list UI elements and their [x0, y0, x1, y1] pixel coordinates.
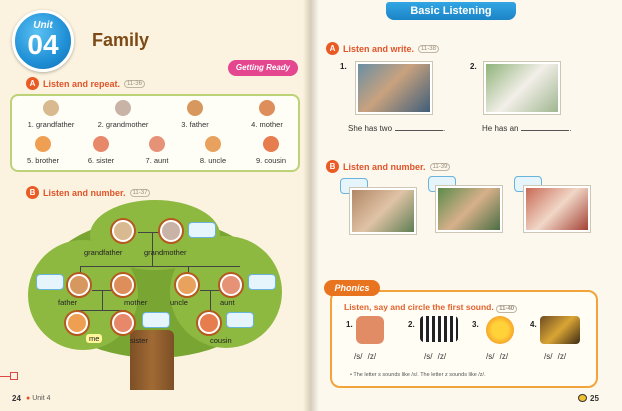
phonics-note: • The letter s sounds like /s/. The letter z sounds like /z/.	[350, 372, 486, 378]
answer-box-grandmother[interactable]	[188, 222, 216, 238]
grandfather-node	[110, 218, 136, 244]
answer-box-aunt[interactable]	[248, 274, 276, 290]
label-aunt: aunt	[220, 298, 235, 307]
phonics-num-1: 1.	[346, 320, 353, 329]
section-a-title: Listen and repeat.	[43, 78, 121, 89]
grandfather-face-icon	[43, 100, 59, 116]
tree-connector	[80, 266, 240, 267]
audio-track-icon[interactable]: 11-37	[130, 189, 151, 197]
cousin-face-icon	[263, 136, 279, 152]
right-page-number: 25	[590, 394, 599, 403]
word-label: 1. grandfather	[27, 120, 75, 129]
answer-box-sister[interactable]	[142, 312, 170, 328]
grandmother-face-icon	[115, 100, 131, 116]
sentence-1: She has two .	[348, 124, 446, 133]
grandmother-node	[158, 218, 184, 244]
book-gutter	[303, 0, 319, 411]
word-label: 7. aunt	[145, 156, 169, 165]
aunt-face-icon	[149, 136, 165, 152]
father-node	[66, 272, 92, 298]
sentence-text: She has two	[348, 124, 393, 133]
word-label: 3. father	[181, 120, 209, 129]
crop-mark-box	[10, 372, 18, 380]
mother-face-icon	[259, 100, 275, 116]
zoo-animal-icon	[540, 316, 580, 344]
answer-box-father[interactable]	[36, 274, 64, 290]
sentence-2: He has an .	[482, 124, 572, 133]
unit-title: Family	[92, 30, 150, 50]
word-item	[22, 100, 80, 129]
phonics-image-sister	[356, 316, 384, 344]
phonics-sounds-2[interactable]: /s/ /z/	[424, 352, 447, 361]
word-item	[242, 136, 300, 165]
section-a-letter: A	[326, 42, 339, 55]
unit-footer-label: Unit 4	[32, 395, 51, 402]
phonics-title-text: Listen, say and circle the first sound.	[344, 302, 494, 312]
word-label: 6. sister	[87, 156, 115, 165]
section-b-title: Listen and number.	[43, 187, 126, 198]
section-a-title: Listen and write.	[343, 43, 415, 54]
label-uncle: uncle	[170, 298, 188, 307]
word-label: 2. grandmother	[97, 120, 149, 129]
phonics-sounds-1[interactable]: /s/ /z/	[354, 352, 377, 361]
photo-girls-with-guitar	[524, 186, 590, 232]
tree-connector	[102, 290, 103, 310]
label-cousin: cousin	[210, 336, 232, 345]
mother-node	[110, 272, 136, 298]
phonics-sounds-4[interactable]: /s/ /z/	[544, 352, 567, 361]
audio-track-icon[interactable]: 11-40	[496, 305, 517, 313]
sentence-text: He has an	[482, 124, 519, 133]
photo-boy-with-sisters	[356, 62, 432, 114]
label-grandmother: grandmother	[144, 248, 187, 257]
word-label: 8. uncle	[199, 156, 227, 165]
label-me: me	[86, 334, 102, 343]
section-b-title: Listen and number.	[343, 161, 426, 172]
word-item	[184, 136, 242, 165]
crop-mark	[0, 376, 10, 377]
section-b-letter: B	[26, 186, 39, 199]
label-sister: sister	[130, 336, 148, 345]
sister-node	[110, 310, 136, 336]
section-b-letter: B	[326, 160, 339, 173]
right-section-b-heading	[326, 160, 450, 173]
word-item	[166, 100, 224, 129]
phonics-tab: Phonics	[324, 280, 380, 296]
phonics-title	[344, 302, 517, 312]
cousin-node	[196, 310, 222, 336]
zebra-icon	[420, 316, 458, 342]
word-item	[72, 136, 130, 165]
item-number: 1.	[340, 62, 347, 71]
right-section-a-heading	[326, 42, 439, 55]
section-b-heading	[26, 186, 150, 199]
photo-boy-and-girl	[436, 186, 502, 232]
uncle-face-icon	[205, 136, 221, 152]
word-item	[128, 136, 186, 165]
left-page-number: 24	[12, 394, 21, 403]
family-tree	[20, 200, 290, 390]
audio-track-icon[interactable]: 11-39	[430, 163, 451, 171]
me-node	[64, 310, 90, 336]
answer-blank-1[interactable]	[395, 130, 443, 131]
family-words-box	[10, 94, 300, 172]
label-grandfather: grandfather	[84, 248, 123, 257]
aunt-node	[218, 272, 244, 298]
label-mother: mother	[124, 298, 148, 307]
sister-face-icon	[93, 136, 109, 152]
unit-badge	[12, 10, 74, 72]
unit-word: Unit	[33, 20, 53, 31]
father-face-icon	[187, 100, 203, 116]
phonics-num-3: 3.	[472, 320, 479, 329]
word-item	[94, 100, 152, 129]
brother-face-icon	[35, 136, 51, 152]
item-number: 2.	[470, 62, 477, 71]
uncle-node	[174, 272, 200, 298]
word-label: 5. brother	[26, 156, 60, 165]
phonics-sounds-3[interactable]: /s/ /z/	[486, 352, 509, 361]
basic-listening-banner: Basic Listening	[386, 2, 516, 20]
label-father: father	[58, 298, 78, 307]
answer-box-cousin[interactable]	[226, 312, 254, 328]
word-label: 9. cousin	[255, 156, 287, 165]
unit-footer: ● Unit 4	[26, 395, 51, 402]
sun-icon	[486, 316, 514, 344]
audio-track-icon[interactable]: 11-38	[418, 45, 439, 53]
getting-ready-tag: Getting Ready	[228, 60, 298, 76]
word-item	[238, 100, 296, 129]
unit-number: 04	[27, 29, 59, 60]
section-a-heading	[26, 77, 145, 90]
phonics-num-4: 4.	[530, 320, 537, 329]
photo-grandparents	[350, 188, 416, 234]
section-a-letter: A	[26, 77, 39, 90]
word-item	[14, 136, 72, 165]
audio-track-icon[interactable]: 11-36	[124, 80, 145, 88]
answer-blank-2[interactable]	[521, 130, 569, 131]
word-label: 4. mother	[251, 120, 283, 129]
phonics-num-2: 2.	[408, 320, 415, 329]
photo-wedding-couple	[484, 62, 560, 114]
bee-icon	[578, 394, 587, 402]
